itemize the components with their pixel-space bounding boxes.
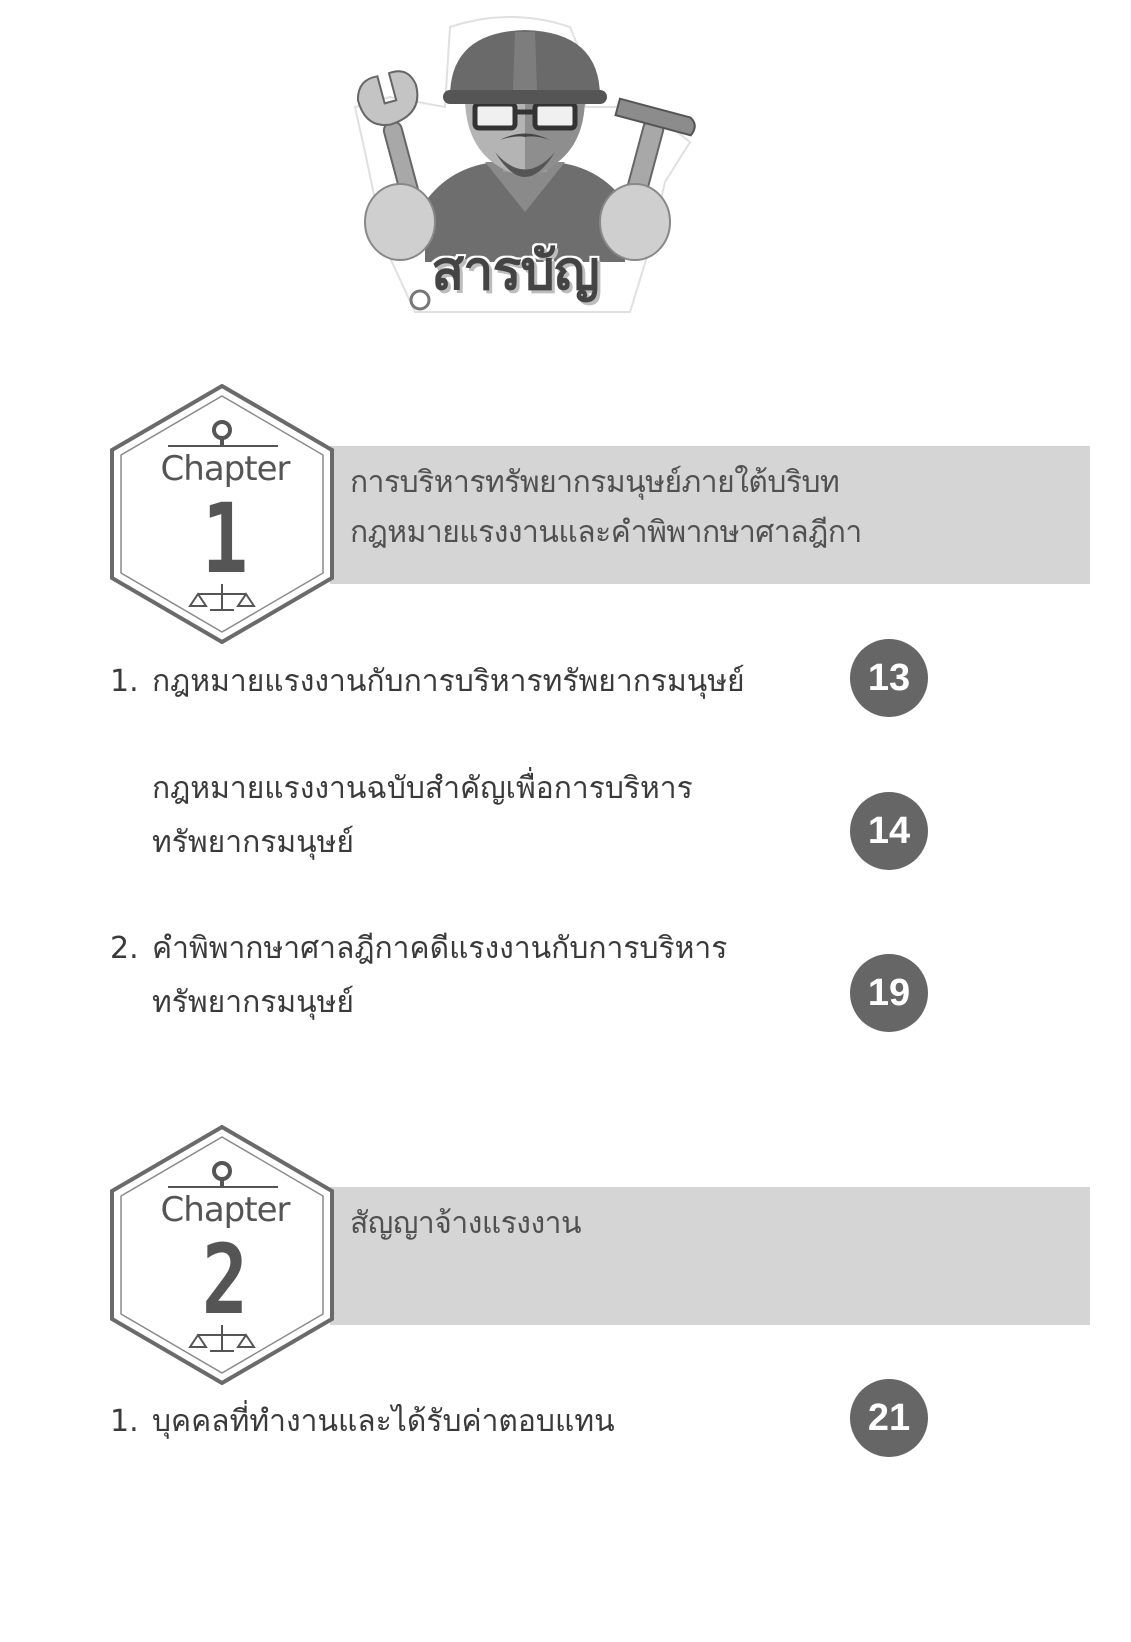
chapter-label: Chapter xyxy=(160,449,290,489)
chapter-number: 1 xyxy=(201,483,249,595)
chapter-title: สัญญาจ้างแรงงาน xyxy=(350,1206,581,1241)
chapter-1-header xyxy=(110,384,990,654)
chapter-number: 2 xyxy=(201,1224,249,1336)
page-number-badge: 13 xyxy=(850,639,928,717)
entry-number: 1. xyxy=(110,664,139,699)
page-number-badge: 14 xyxy=(850,792,928,870)
entry-number: 1. xyxy=(110,1404,139,1439)
page-number-badge: 19 xyxy=(850,954,928,1032)
entry-number: 2. xyxy=(110,931,139,966)
page-number-badge: 21 xyxy=(850,1379,928,1457)
chapter-2-header xyxy=(110,1125,990,1395)
toc-title: สารบัญ xyxy=(431,239,599,302)
entry-title: กฎหมายแรงงานฉบับสำคัญเพื่อการบริหาร ทรัพยากรมนุษย์ xyxy=(152,771,693,860)
entry-title: กฎหมายแรงงานกับการบริหารทรัพยากรมนุษย์ xyxy=(152,664,745,699)
chapter-label: Chapter xyxy=(160,1190,290,1230)
chapter-title: การบริหารทรัพยากรมนุษย์ภายใต้บริบท กฎหมายแรงงานและคำพิพากษาศาลฎีกา xyxy=(350,465,862,550)
entry-title: บุคคลที่ทำงานและได้รับค่าตอบแทน xyxy=(152,1404,615,1439)
entry-title: คำพิพากษาศาลฎีกาคดีแรงงานกับการบริหาร ทรัพยากรมนุษย์ xyxy=(152,931,728,1020)
